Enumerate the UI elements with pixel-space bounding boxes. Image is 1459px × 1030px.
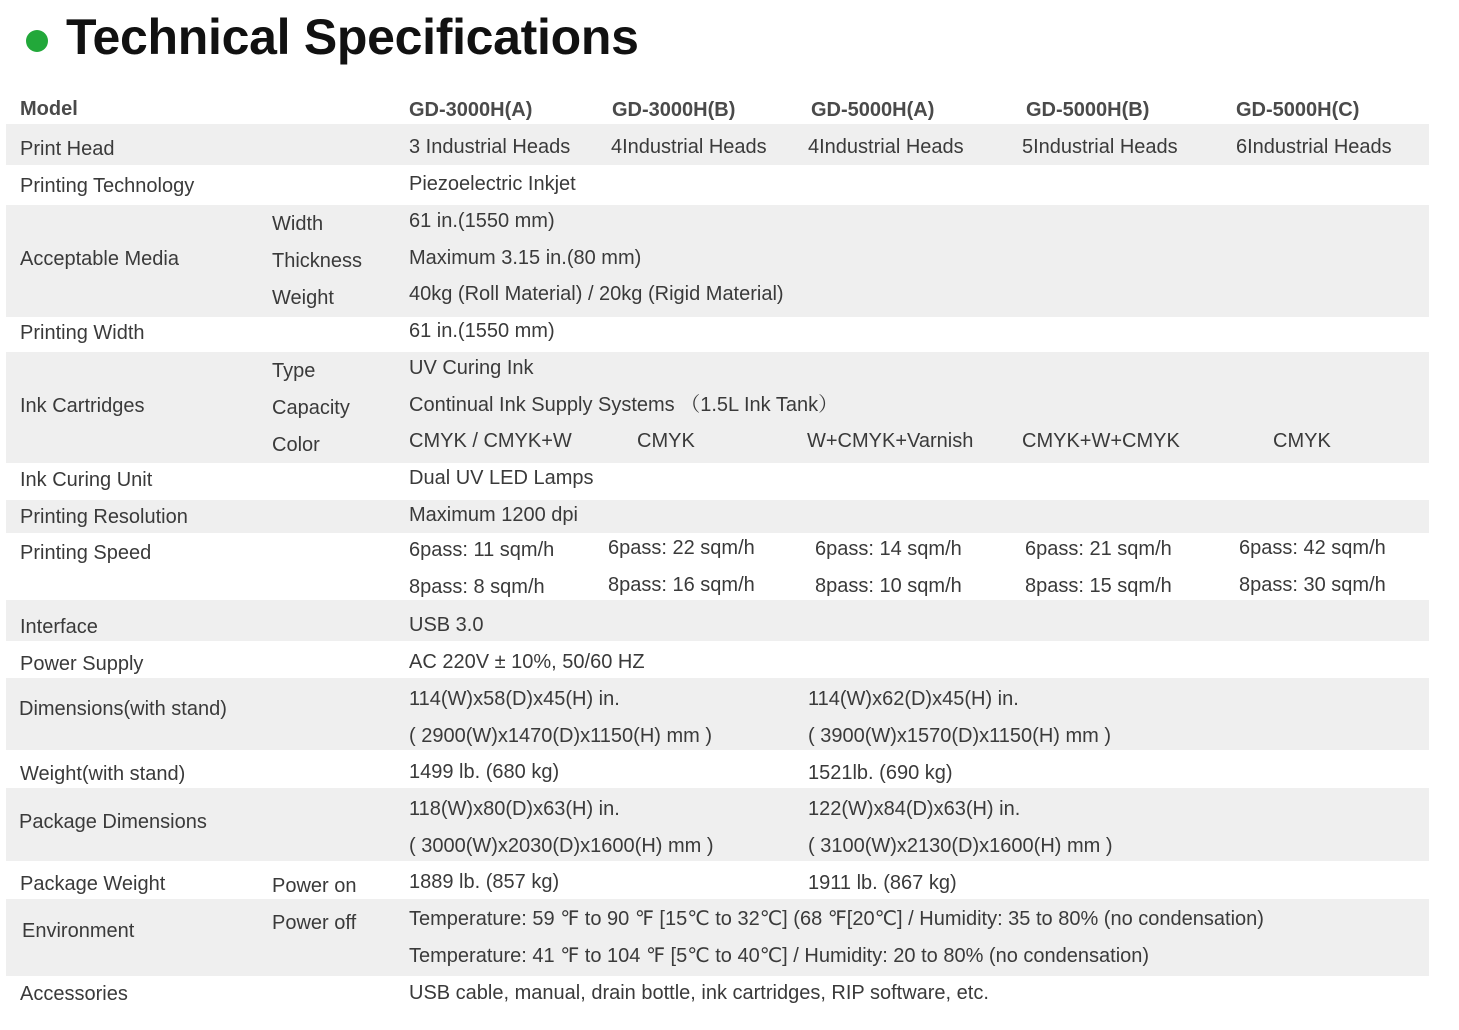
dimensions-a-mm: ( 2900(W)x1470(D)x1150(H) mm ) bbox=[409, 725, 713, 747]
page-title: Technical Specifications bbox=[66, 9, 639, 65]
media-width-label: Width bbox=[272, 213, 324, 235]
media-thickness-value: Maximum 3.15 in.(80 mm) bbox=[409, 247, 642, 269]
printing-width-label: Printing Width bbox=[20, 322, 145, 344]
speed-8pass-value: 8pass: 10 sqm/h bbox=[815, 575, 962, 597]
model-label: Model bbox=[20, 98, 78, 120]
dimensions-label: Dimensions(with stand) bbox=[19, 698, 227, 720]
weight-a-value: 1499 lb. (680 kg) bbox=[409, 761, 560, 783]
print-head-value: 4Industrial Heads bbox=[808, 136, 964, 158]
ink-color-value: CMYK bbox=[1273, 430, 1331, 452]
bullet-dot-icon bbox=[26, 30, 48, 52]
package-weight-label: Package Weight bbox=[20, 873, 166, 895]
model-gd-5000h-a: GD-5000H(A) bbox=[811, 99, 935, 121]
print-head-value: 5Industrial Heads bbox=[1022, 136, 1178, 158]
ink-color-label: Color bbox=[272, 434, 320, 456]
speed-6pass-value: 6pass: 14 sqm/h bbox=[815, 538, 962, 560]
model-gd-5000h-b: GD-5000H(B) bbox=[1026, 99, 1150, 121]
ink-curing-unit-value: Dual UV LED Lamps bbox=[409, 467, 594, 489]
printing-width-value: 61 in.(1550 mm) bbox=[409, 320, 555, 342]
ink-color-value: CMYK bbox=[637, 430, 695, 452]
print-head-value: 6Industrial Heads bbox=[1236, 136, 1392, 158]
ink-curing-unit-label: Ink Curing Unit bbox=[20, 469, 153, 491]
dimensions-a-in: 114(W)x58(D)x45(H) in. bbox=[409, 688, 620, 710]
model-gd-5000h-c: GD-5000H(C) bbox=[1236, 99, 1360, 121]
row-band-package-dimensions bbox=[6, 788, 1429, 861]
media-width-value: 61 in.(1550 mm) bbox=[409, 210, 555, 232]
package-dimensions-a-in: 118(W)x80(D)x63(H) in. bbox=[409, 798, 620, 820]
ink-capacity-label: Capacity bbox=[272, 397, 350, 419]
power-off-value: Temperature: 41 ℉ to 104 ℉ [5℃ to 40℃] / Humidity: 20 to 80% (no condensation) bbox=[409, 945, 1150, 967]
ink-cartridges-label: Ink Cartridges bbox=[20, 395, 145, 417]
ink-type-value: UV Curing Ink bbox=[409, 357, 534, 379]
interface-value: USB 3.0 bbox=[409, 614, 484, 636]
ink-color-value: CMYK / CMYK+W bbox=[409, 430, 572, 452]
print-head-value: 3 Industrial Heads bbox=[409, 136, 571, 158]
power-supply-label: Power Supply bbox=[20, 653, 144, 675]
ink-type-label: Type bbox=[272, 360, 316, 382]
printing-resolution-value: Maximum 1200 dpi bbox=[409, 504, 578, 526]
weight-label: Weight(with stand) bbox=[20, 763, 186, 785]
package-dimensions-label: Package Dimensions bbox=[19, 811, 207, 833]
ink-color-value: CMYK+W+CMYK bbox=[1022, 430, 1180, 452]
package-dimensions-b-in: 122(W)x84(D)x63(H) in. bbox=[808, 798, 1021, 820]
package-dimensions-b-mm: ( 3100(W)x2130(D)x1600(H) mm ) bbox=[808, 835, 1113, 857]
weight-b-value: 1521lb. (690 kg) bbox=[808, 762, 953, 784]
package-weight-a-value: 1889 lb. (857 kg) bbox=[409, 871, 560, 893]
speed-6pass-value: 6pass: 11 sqm/h bbox=[409, 539, 555, 561]
power-supply-value: AC 220V ± 10%, 50/60 HZ bbox=[409, 651, 645, 673]
print-head-label: Print Head bbox=[20, 138, 115, 160]
package-weight-b-value: 1911 lb. (867 kg) bbox=[808, 872, 957, 894]
row-band-printing-resolution bbox=[6, 500, 1429, 533]
dimensions-b-in: 114(W)x62(D)x45(H) in. bbox=[808, 688, 1019, 710]
power-on-value: Temperature: 59 ℉ to 90 ℉ [15℃ to 32℃] (68 ℉[20℃] / Humidity: 35 to 80% (no condensation) bbox=[409, 908, 1264, 930]
printing-resolution-label: Printing Resolution bbox=[20, 506, 188, 528]
speed-6pass-value: 6pass: 21 sqm/h bbox=[1025, 538, 1172, 560]
speed-6pass-value: 6pass: 22 sqm/h bbox=[608, 537, 755, 559]
speed-8pass-value: 8pass: 15 sqm/h bbox=[1025, 575, 1172, 597]
print-head-value: 4Industrial Heads bbox=[611, 136, 767, 158]
printing-speed-label: Printing Speed bbox=[20, 542, 152, 564]
model-gd-3000h-a: GD-3000H(A) bbox=[409, 99, 533, 121]
accessories-label: Accessories bbox=[20, 983, 128, 1005]
dimensions-b-mm: ( 3900(W)x1570(D)x1150(H) mm ) bbox=[808, 725, 1112, 747]
speed-8pass-value: 8pass: 8 sqm/h bbox=[409, 576, 545, 598]
printing-technology-label: Printing Technology bbox=[20, 175, 195, 197]
package-dimensions-a-mm: ( 3000(W)x2030(D)x1600(H) mm ) bbox=[409, 835, 714, 857]
interface-label: Interface bbox=[20, 616, 98, 638]
speed-8pass-value: 8pass: 16 sqm/h bbox=[608, 574, 755, 596]
media-thickness-label: Thickness bbox=[272, 250, 363, 272]
media-weight-label: Weight bbox=[272, 287, 334, 309]
ink-color-value: W+CMYK+Varnish bbox=[807, 430, 974, 452]
speed-8pass-value: 8pass: 30 sqm/h bbox=[1239, 574, 1386, 596]
power-off-label: Power off bbox=[272, 912, 357, 934]
acceptable-media-label: Acceptable Media bbox=[20, 248, 179, 270]
row-band-interface bbox=[6, 600, 1429, 641]
speed-6pass-value: 6pass: 42 sqm/h bbox=[1239, 537, 1386, 559]
model-gd-3000h-b: GD-3000H(B) bbox=[612, 99, 736, 121]
environment-label: Environment bbox=[22, 920, 135, 942]
accessories-value: USB cable, manual, drain bottle, ink cartridges, RIP software, etc. bbox=[409, 982, 989, 1004]
ink-capacity-value: Continual Ink Supply Systems （1.5L Ink Tank） bbox=[409, 394, 839, 416]
power-on-label: Power on bbox=[272, 875, 357, 897]
printing-technology-value: Piezoelectric Inkjet bbox=[409, 173, 576, 195]
media-weight-value: 40kg (Roll Material) / 20kg (Rigid Material) bbox=[409, 283, 784, 305]
